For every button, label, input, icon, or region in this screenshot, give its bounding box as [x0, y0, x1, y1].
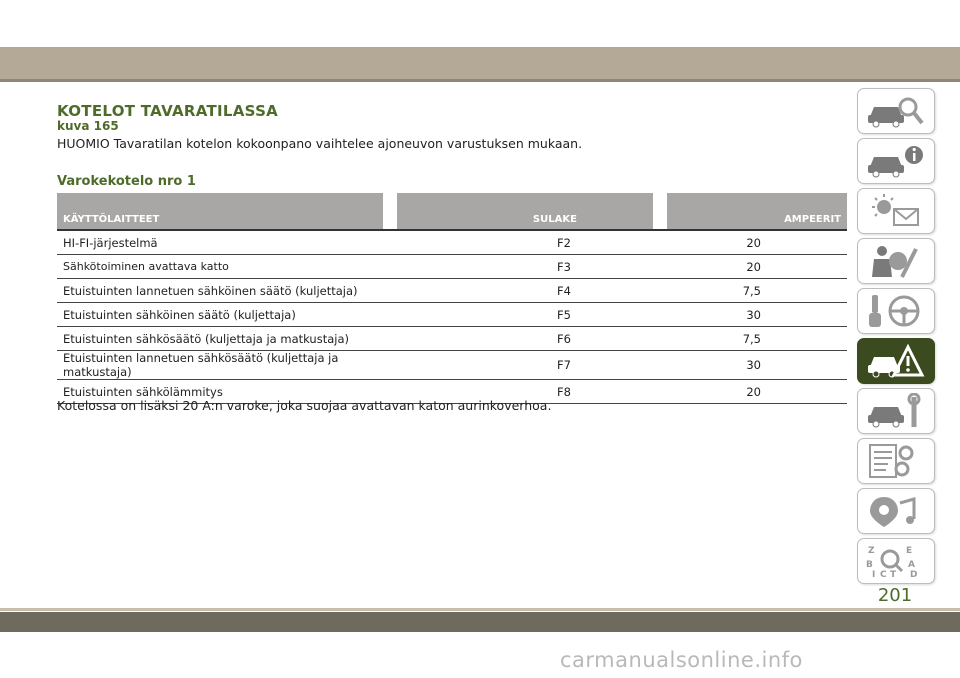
- tab-warning-lights[interactable]: [857, 188, 935, 234]
- cell-amperes: 30: [667, 351, 847, 380]
- cell-fuse: F4: [397, 279, 653, 303]
- cell-fuse: F8: [397, 380, 653, 404]
- cell-device: Etuistuinten lannetuen sähköinen säätö (kuljettaja): [57, 279, 383, 303]
- cell-fuse: F5: [397, 303, 653, 327]
- cell-amperes: 20: [667, 380, 847, 404]
- top-decor-line: [0, 79, 960, 82]
- tab-maintenance[interactable]: [857, 388, 935, 434]
- page-number: 201: [877, 585, 913, 606]
- header-fuse: SULAKE: [397, 193, 653, 231]
- cell-device: Etuistuinten sähkösäätö (kuljettaja ja matkustaja): [57, 327, 383, 351]
- cell-fuse: F6: [397, 327, 653, 351]
- cell-fuse: F7: [397, 351, 653, 380]
- cell-amperes: 20: [667, 255, 847, 279]
- cell-device: Etuistuinten sähköinen säätö (kuljettaja): [57, 303, 383, 327]
- svg-text:C: C: [880, 570, 887, 579]
- cell-amperes: 7,5: [667, 327, 847, 351]
- svg-text:E: E: [906, 546, 913, 556]
- page-title: KOTELOT TAVARATILASSA: [57, 102, 279, 120]
- warning-light-mail-icon: [864, 193, 926, 229]
- cell-fuse: F2: [397, 231, 653, 255]
- svg-text:T: T: [890, 570, 897, 579]
- tab-car-search[interactable]: [857, 88, 935, 134]
- car-wrench-icon: [864, 393, 926, 429]
- table-header-row: [57, 193, 847, 231]
- cell-device: HI-FI-järjestelmä: [57, 231, 383, 255]
- figure-reference: kuva 165: [57, 119, 119, 133]
- bottom-decor-line: [0, 608, 960, 611]
- table-row: [57, 279, 847, 303]
- note-text: HUOMIO Tavaratilan kotelon kokoonpano vaihtelee ajoneuvon varustuksen mukaan.: [57, 136, 583, 151]
- specs-gear-icon: [864, 443, 926, 479]
- svg-text:B: B: [866, 560, 873, 570]
- tab-car-info[interactable]: [857, 138, 935, 184]
- cell-device: Etuistuinten lannetuen sähkösäätö (kuljettaja ja matkustaja): [57, 351, 383, 380]
- svg-text:Z: Z: [868, 546, 875, 556]
- footnote-text: Kotelossa on lisäksi 20 A:n varoke, joka suojaa avattavan katon aurinkoverhoa.: [57, 398, 552, 413]
- multimedia-icon: [864, 493, 926, 529]
- tab-multimedia[interactable]: [857, 488, 935, 534]
- table-row: [57, 231, 847, 255]
- tab-technical-specs[interactable]: [857, 438, 935, 484]
- svg-text:I: I: [872, 570, 876, 579]
- cell-amperes: 30: [667, 303, 847, 327]
- car-warning-triangle-icon: [864, 343, 926, 379]
- cell-amperes: 20: [667, 231, 847, 255]
- header-amperes: AMPEERIT: [667, 193, 847, 231]
- car-info-icon: [864, 143, 926, 179]
- header-devices: KÄYTTÖLAITTEET: [57, 193, 383, 231]
- cell-device: Etuistuinten sähkölämmitys: [57, 380, 383, 404]
- table-row: [57, 351, 847, 380]
- header-gap: [383, 193, 397, 231]
- key-steering-wheel-icon: [864, 293, 926, 329]
- header-gap: [653, 193, 667, 231]
- top-decor-band: [0, 47, 960, 79]
- cell-amperes: 7,5: [667, 279, 847, 303]
- table-row: [57, 303, 847, 327]
- watermark: carmanualsonline.info: [560, 648, 803, 672]
- airbag-person-icon: [864, 243, 926, 279]
- tab-alphabetical-index[interactable]: [857, 538, 935, 584]
- alphabet-index-icon: [864, 543, 926, 579]
- svg-text:D: D: [910, 570, 918, 579]
- tab-key-start[interactable]: [857, 288, 935, 334]
- bottom-decor-band: [0, 612, 960, 632]
- section-title: Varokekotelo nro 1: [57, 174, 196, 189]
- table-row: [57, 327, 847, 351]
- svg-text:A: A: [908, 560, 915, 570]
- tab-airbag-safety[interactable]: [857, 238, 935, 284]
- table-row: [57, 255, 847, 279]
- cell-device: Sähkötoiminen avattava katto: [57, 255, 383, 279]
- car-search-icon: [864, 93, 926, 129]
- tab-emergency-active[interactable]: [857, 338, 935, 384]
- fuse-table: [57, 193, 847, 404]
- cell-fuse: F3: [397, 255, 653, 279]
